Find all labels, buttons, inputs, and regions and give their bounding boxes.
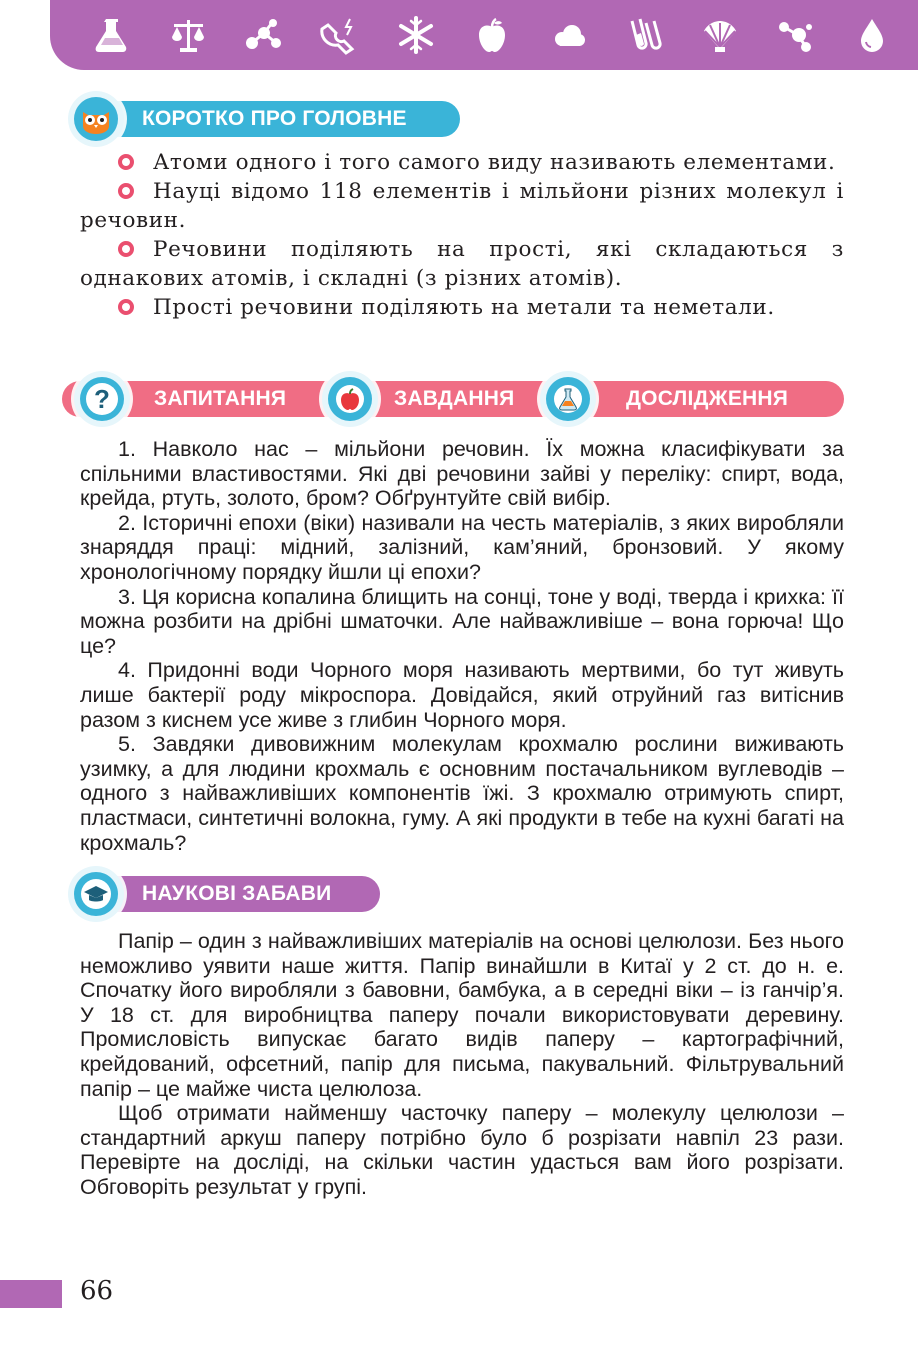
flask-icon	[553, 384, 583, 414]
fun-text	[80, 929, 844, 1200]
snowflake-icon	[393, 12, 439, 58]
questions-list	[80, 437, 844, 855]
top-banner	[50, 0, 918, 70]
fun-title: НАУКОВІ ЗАБАВИ	[142, 882, 332, 905]
test-tubes-icon	[621, 12, 667, 58]
atom-chain-icon	[773, 12, 819, 58]
scales-icon	[165, 12, 211, 58]
summary-item: Науці відомо 118 елементів і мільйони різних молекул і речовин.	[80, 179, 844, 233]
bullet-icon	[118, 154, 134, 170]
shell-icon	[697, 12, 743, 58]
apple-icon	[335, 384, 365, 414]
tab-research-label: ДОСЛІДЖЕННЯ	[626, 387, 789, 410]
page-number: 66	[80, 1276, 114, 1306]
drop-icon	[849, 12, 895, 58]
question-icon	[84, 381, 120, 417]
questions-badge	[74, 371, 130, 427]
magnet-icon	[317, 12, 363, 58]
summary-item: Речовини поділяють на прості, які складаються з однакових атомів, і складні (з різних атомів).	[80, 237, 844, 291]
svg-text:?: ?	[94, 384, 110, 414]
flask-icon	[89, 12, 135, 58]
question-item: 3. Ця корисна копалина блищить на сонці, тоне у воді, тверда і крихка: її можна розбити на дрібні шматочки. Але найважливіше – вона горюча! Що це?	[80, 584, 844, 658]
tab-tasks-label: ЗАВДАННЯ	[394, 387, 515, 410]
question-item: 4. Придонні води Чорного моря називають мертвими, бо тут живуть лише бактерії роду мікроспора. Довідайся, який отруйний газ витіснив разом з киснем усе живе з глибин Чорного моря.	[80, 658, 844, 732]
fun-paragraph: Папір – один з найважливіших матеріалів на основі целюлози. Без нього неможливо уявити наше життя. Папір винайшли в Китаї у 2 ст. до н. е. Спочатку його виробляли з бавовни, бамбука, а в середні віки – із ганчір’я. У 18 ст. для виробництва паперу почали використовувати деревину. Промисловість випускає багато видів паперу – картографічний, крейдований, офсетний, папір для письма, пакувальний. Фільтрувальний папір – це майже чиста целюлоза.	[80, 929, 844, 1101]
summary-header	[90, 101, 460, 137]
molecule-icon	[241, 12, 287, 58]
graduation-cap-icon	[80, 878, 112, 910]
tasks-badge	[322, 371, 378, 427]
bullet-icon	[118, 183, 134, 199]
tab-questions-label: ЗАПИТАННЯ	[154, 387, 287, 410]
question-item: 2. Історичні епохи (віки) називали на честь матеріалів, з яких виробляли знаряддя праці: мідний, залізний, кам’яний, бронзовий. У якому хронологічному порядку йшли ці епохи?	[80, 510, 844, 584]
tasks-header	[62, 381, 844, 417]
fun-header	[90, 876, 380, 912]
fun-badge	[68, 866, 124, 922]
apple-icon	[469, 12, 515, 58]
page-marker	[0, 1280, 62, 1308]
owl-icon	[79, 102, 113, 136]
fun-paragraph: Щоб отримати найменшу часточку паперу – молекулу целюлози – стандартний аркуш паперу потрібно було б розрізати навпіл 23 рази. Перевірте на досліді, на скільки частин удасться вам його розрізати. Обговоріть результат у групі.	[80, 1101, 844, 1199]
summary-list	[80, 148, 844, 322]
bullet-icon	[118, 241, 134, 257]
cloud-icon	[545, 12, 591, 58]
research-badge	[540, 371, 596, 427]
summary-badge	[68, 91, 124, 147]
bullet-icon	[118, 299, 134, 315]
summary-title: КОРОТКО ПРО ГОЛОВНЕ	[142, 107, 407, 130]
summary-item: Прості речовини поділяють на метали та неметали.	[80, 293, 844, 322]
question-item: 5. Завдяки дивовижним молекулам крохмалю рослини виживають узимку, а для людини крохмаль є основним постачальником вуглеводів – одного з найважливіших компонентів їжі. З крохмалю отримують спирт, пластмаси, синтетичні волокна, гуму. А які продукти в тебе на кухні багаті на крохмаль?	[80, 732, 844, 855]
question-item: 1. Навколо нас – мільйони речовин. Їх можна класифікувати за спільними властивостями. Які дві речовини зайві у переліку: спирт, вода, крейда, ртуть, золото, бром? Обґрунтуйте свій вибір.	[80, 437, 844, 511]
summary-item: Атоми одного і того самого виду називають елементами.	[80, 148, 844, 177]
